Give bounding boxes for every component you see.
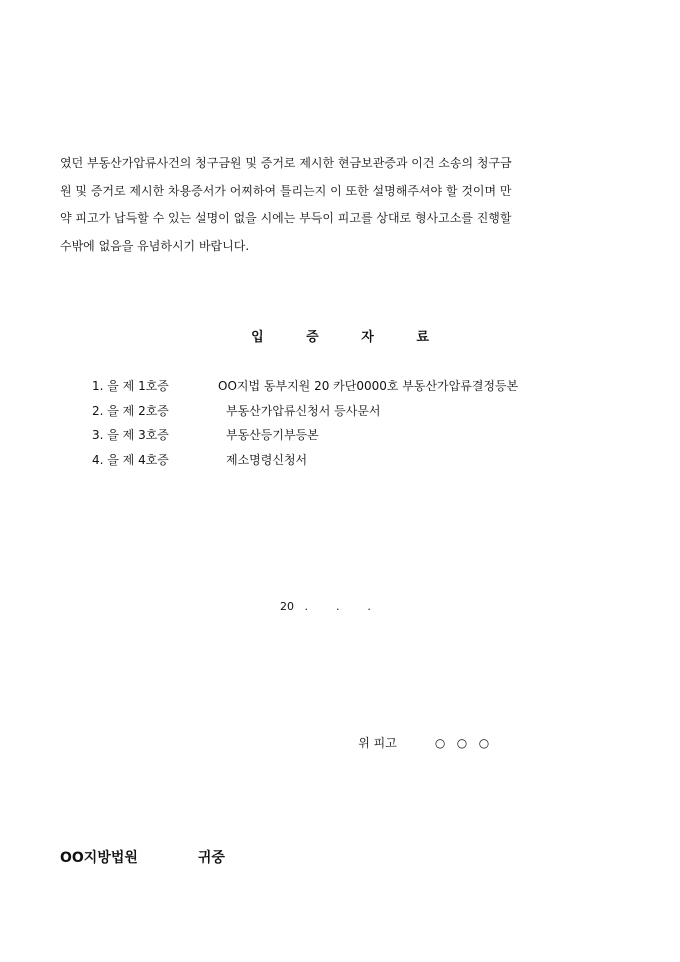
addressee-label: 귀중 [197, 850, 225, 866]
body-line: 였던 부동산가압류사건의 청구금원 및 증거로 제시한 현금보관증과 이건 소송의 청구금 [60, 156, 512, 170]
evidence-heading [0, 326, 680, 345]
signer-role: 위 피고 [358, 736, 397, 750]
evidence-code: 1. 을 제 1호증 [92, 379, 169, 393]
body-line: 약 피고가 납득할 수 있는 설명이 없을 시에는 부득이 피고를 상대로 형사고소를 진행할 [60, 211, 512, 225]
signer-name: ○ ○ ○ [434, 736, 490, 750]
evidence-title: 제소명령신청서 [226, 452, 308, 467]
evidence-title: 부동산가압류신청서 등사문서 [226, 403, 381, 418]
court-name: OO지방법원 [60, 850, 138, 866]
evidence-title: OO지법 동부지원 20 카단0000호 부동산가압류결정등본 [218, 379, 519, 393]
signature-block [343, 720, 489, 765]
evidence-code: 3. 을 제 3호증 [92, 428, 169, 442]
court-addressee [60, 847, 225, 867]
heading-char: 입 [251, 330, 264, 345]
body-paragraph [60, 150, 640, 260]
evidence-title: 부동산등기부등본 [226, 428, 319, 442]
heading-char: 증 [306, 330, 319, 345]
evidence-code: 4. 을 제 4호증 [92, 452, 169, 467]
date-line: 20 . . . [280, 600, 371, 613]
evidence-code: 2. 을 제 2호증 [92, 403, 169, 418]
heading-char: 자 [361, 330, 374, 345]
heading-char: 료 [416, 330, 429, 345]
body-line: 수밖에 없음을 유념하시기 바랍니다. [60, 238, 250, 253]
body-line: 원 및 증거로 제시한 차용증서가 어찌하여 틀리는지 이 또한 설명해주셔야 할 것이며 만 [60, 183, 512, 198]
